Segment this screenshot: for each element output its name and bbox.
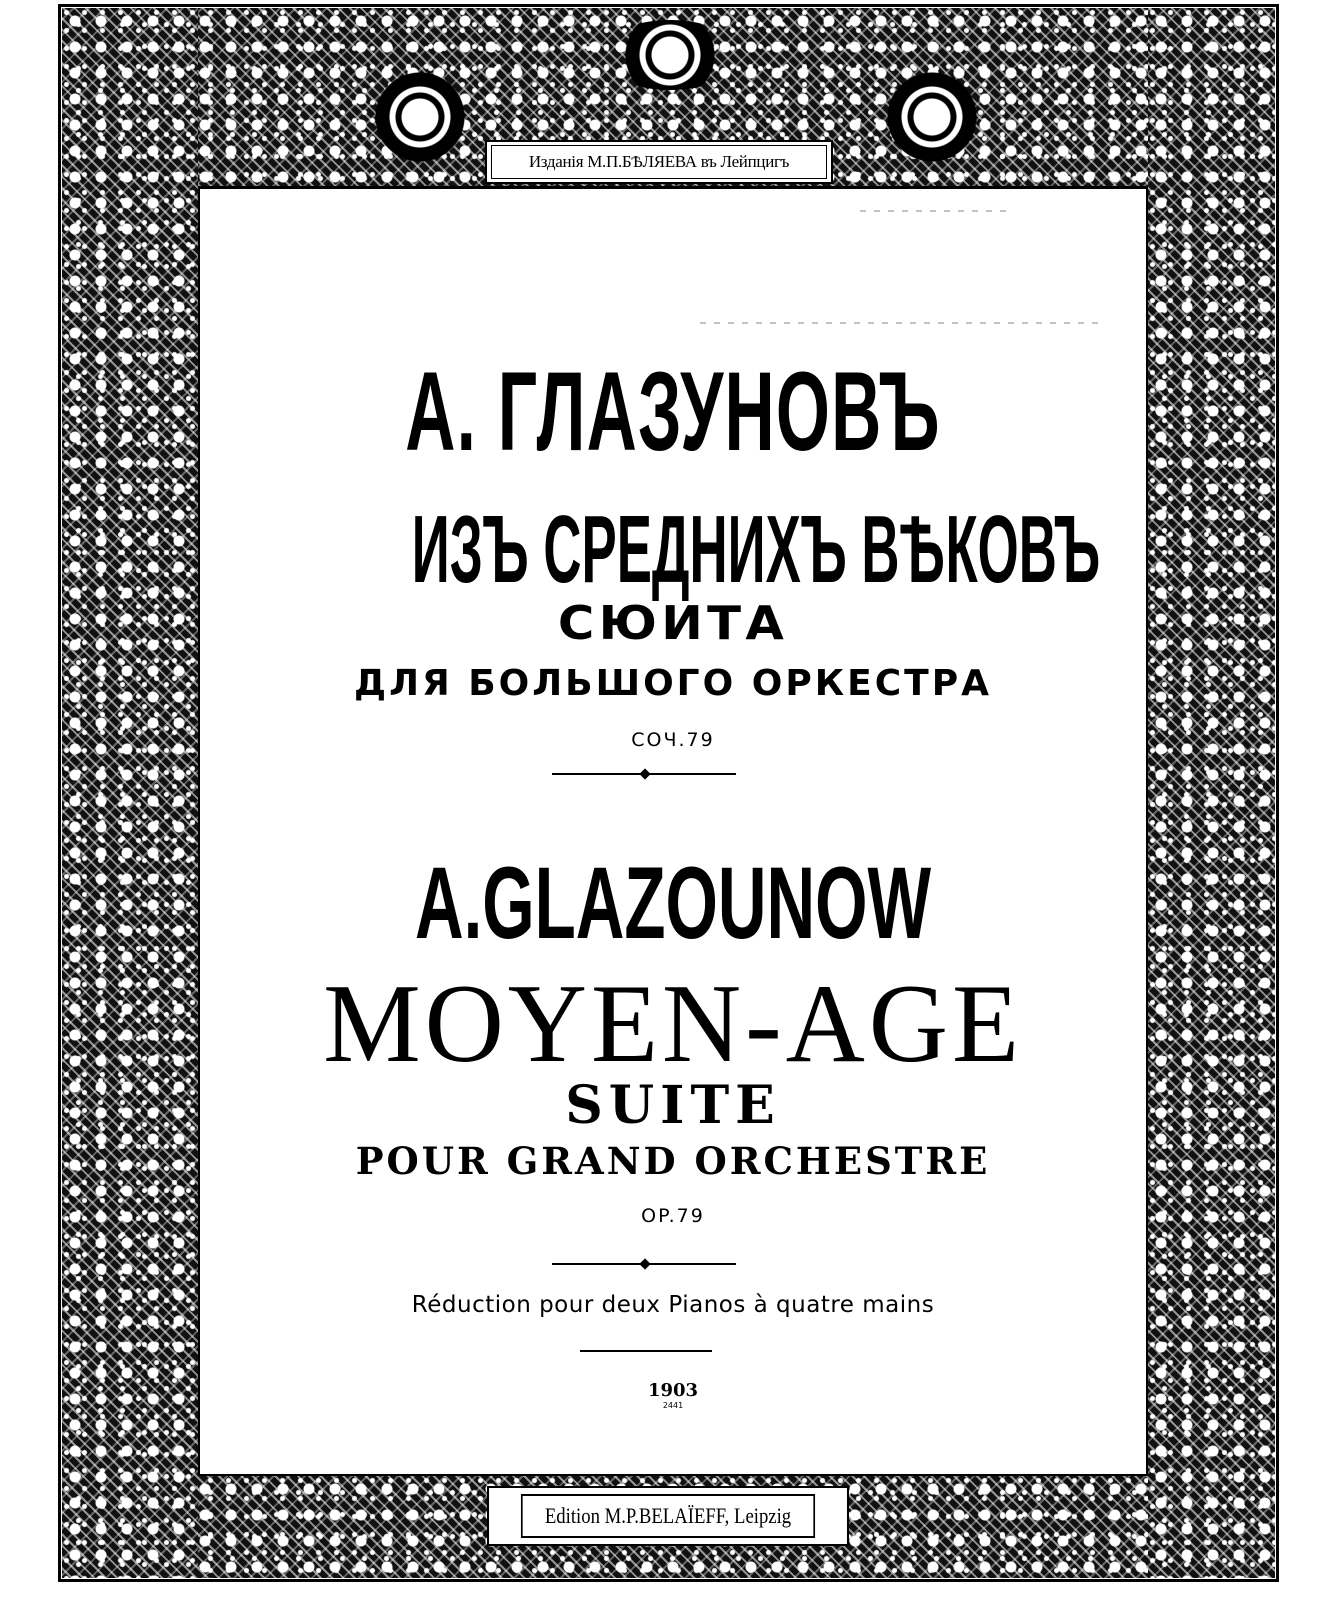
publisher-plaque-top	[485, 140, 833, 184]
arrangement-note: Réduction pour deux Pianos à quatre mains	[411, 1292, 935, 1318]
handwriting-mark	[860, 210, 1010, 212]
divider-rule	[580, 1350, 712, 1352]
publisher-plaque-bottom	[487, 1486, 849, 1546]
ornament-medallion	[360, 62, 480, 172]
ornament-crest	[600, 20, 740, 90]
work-title-fr: MOYEN-AGE	[323, 962, 1023, 1086]
plate-number: 2441	[662, 1401, 684, 1410]
genre-fr: SUITE	[565, 1075, 781, 1136]
handwriting-mark	[700, 322, 1100, 324]
instrumentation-fr: POUR GRAND ORCHESTRE	[355, 1139, 991, 1183]
publication-year: 1903	[647, 1380, 699, 1401]
instrumentation-ru: ДЛЯ БОЛЬШОГО ОРКЕСТРА	[354, 663, 992, 704]
work-title-ru: ИЗЪ СРЕДНИХЪ ВѢКОВЪ	[411, 496, 1101, 603]
opus-ru: СОЧ.79	[631, 729, 715, 751]
composer-name-ru: А. ГЛАЗУНОВЪ	[405, 349, 941, 474]
publisher-name-fr: Edition M.P.BELAÏEFF, Leipzig	[521, 1494, 815, 1538]
publisher-name-ru: Изданія М.П.БѢЛЯЕВА въ Лейпцигъ	[491, 145, 827, 179]
ornament-medallion	[872, 62, 992, 172]
composer-name-fr: A.GLAZOUNOW	[414, 846, 932, 960]
genre-ru: СЮИТА	[557, 596, 789, 650]
opus-fr: OP.79	[641, 1205, 705, 1227]
